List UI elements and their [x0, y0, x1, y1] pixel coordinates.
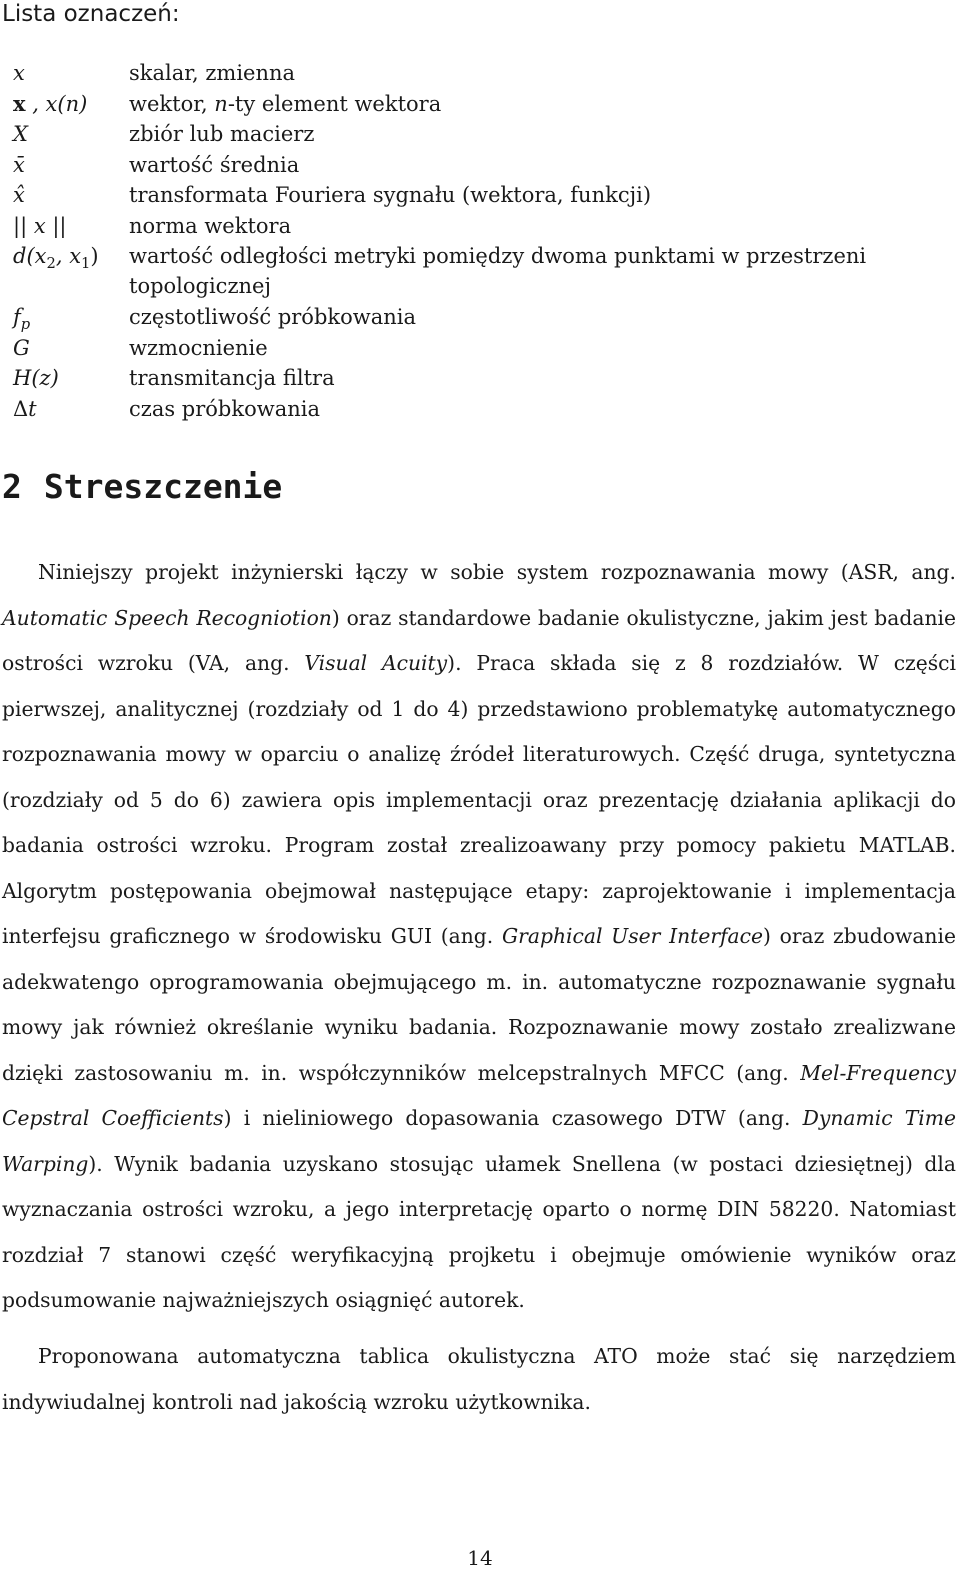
symbol-part: f: [13, 305, 21, 329]
paragraph-text: ). Praca składa się z 8 rozdziałów. W części pierwszej, analitycznej (rozdziały od 1 do 4) przedstawiono problematykę automatycznego rozpoznawania mowy w oparciu o analizę źródeł literaturowych. Część druga, syntetyczna (rozdziały od 5 do 6) zawiera opis implementacji oraz prezentację działania aplikacji do badania ostrości wzroku. Program został zrealizoawany przy pomocy pakietu MATLAB. Algorytm postępowania obejmował następujące etapy: zaprojektowanie i implementacja interfejsu graficznego w środowisku GUI (ang.: [2, 651, 956, 948]
symbols-list: [0, 58, 960, 424]
symbol-description: norma wektora: [129, 213, 292, 238]
symbol-row: [0, 119, 960, 150]
symbol: x: [13, 61, 25, 85]
symbol-rest-part: , x(n): [25, 91, 88, 116]
symbol-description: częstotliwość próbkowania: [129, 305, 417, 329]
section-number: 2: [2, 467, 22, 506]
symbol-bold-part: x: [13, 90, 26, 116]
page-number: 14: [467, 1546, 493, 1570]
symbol-description: wartość odległości metryki pomiędzy dwoma punktami w przestrzeni topologicznej: [129, 244, 867, 298]
symbol-row: [0, 150, 960, 181]
symbol: G: [13, 335, 30, 360]
symbol-row: [0, 89, 960, 120]
symbol: [13, 302, 30, 332]
symbol: H(z): [13, 366, 59, 390]
section-title: Streszczenie: [43, 467, 283, 506]
symbol-subscript: 1: [81, 255, 91, 273]
paragraph-italic: Mel-Frequency Cepstral Coefficients: [2, 1060, 956, 1130]
paragraph-italic: Graphical User Interface: [501, 924, 763, 948]
symbol-row: [0, 241, 960, 302]
symbol-description: [129, 89, 944, 119]
symbol-subscript: p: [20, 316, 31, 334]
paragraph-italic: Visual Acuity: [304, 651, 448, 675]
paragraph-italic: Dynamic Time Warping: [2, 1106, 956, 1176]
section-heading: [2, 465, 282, 509]
paragraph-text: Niniejszy projekt inżynierski łączy w sobie system rozpoznawania mowy (ASR, ang.: [38, 560, 956, 584]
symbol-description: zbiór lub macierz: [129, 122, 315, 146]
description-italic-part: n: [214, 91, 228, 116]
symbol-row: [0, 180, 960, 211]
symbol-part: d(x: [13, 244, 47, 268]
symbol-description: transformata Fouriera sygnału (wektora, funkcji): [129, 183, 652, 207]
symbol-part: ): [90, 244, 99, 268]
symbol-row: [0, 394, 960, 425]
symbol-row: [0, 363, 960, 394]
symbols-list-heading: Lista oznaczeń:: [2, 1, 180, 27]
symbol-part: t: [28, 396, 37, 421]
symbol-row: [0, 58, 960, 89]
abstract-paragraph: [2, 550, 956, 1324]
symbol: || x ||: [13, 213, 67, 238]
symbol-description: wartość średnia: [129, 152, 300, 177]
symbol-description: czas próbkowania: [129, 396, 320, 421]
symbol-description: wzmocnienie: [129, 335, 268, 360]
paragraph-italic: Automatic Speech Recogniotion: [2, 605, 332, 630]
symbol-description: skalar, zmienna: [129, 61, 296, 85]
paragraph-text: ). Wynik badania uzyskano stosując ułamek Snellena (w postaci dziesiętnej) dla wyznaczania ostrości wzroku, a jego interpretację oparto o normę DIN 58220. Natomiast rozdział 7 stanowi część weryfikacyjną projketu i obejmuje omówienie wyników oraz podsumowanie najważniejszych osiągnięć autorek.: [2, 1151, 956, 1312]
symbol-part: , x: [55, 244, 82, 268]
symbol-subscript: 2: [46, 255, 56, 273]
symbol-row: [0, 302, 960, 333]
symbol: x̄: [13, 152, 25, 177]
symbol-description: transmitancja filtra: [129, 366, 335, 390]
symbol-row: [0, 333, 960, 364]
symbol: [13, 89, 87, 119]
paragraph-text: ) oraz zbudowanie adekwatengo oprogramowania obejmującego m. in. automatyczne rozpoznawanie sygnału mowy jak również określanie wyniku badania. Rozpoznawanie mowy zostało zrealizwane dzięki zastosowaniu m. in. współczynników melcepstralnych MFCC (ang.: [2, 924, 956, 1085]
delta-symbol: Δ: [13, 396, 29, 421]
symbol: [13, 394, 37, 424]
paragraph-text: ) oraz standardowe badanie okulistyczne, jakim jest badanie ostrości wzroku (VA, ang.: [2, 605, 957, 675]
description-part: wektor,: [129, 91, 215, 116]
closing-paragraph: Proponowana automatyczna tablica okulistyczna ATO może stać się narzędziem indywiudalnej kontroli nad jakością wzroku użytkownika.: [2, 1344, 956, 1414]
symbol-row: [0, 211, 960, 242]
symbol: X: [13, 122, 28, 146]
symbol: [13, 241, 99, 271]
paragraph-text: ) i nieliniowego dopasowania czasowego DTW (ang.: [223, 1106, 803, 1130]
description-part: -ty element wektora: [227, 91, 442, 116]
symbol: x̂: [13, 183, 25, 207]
